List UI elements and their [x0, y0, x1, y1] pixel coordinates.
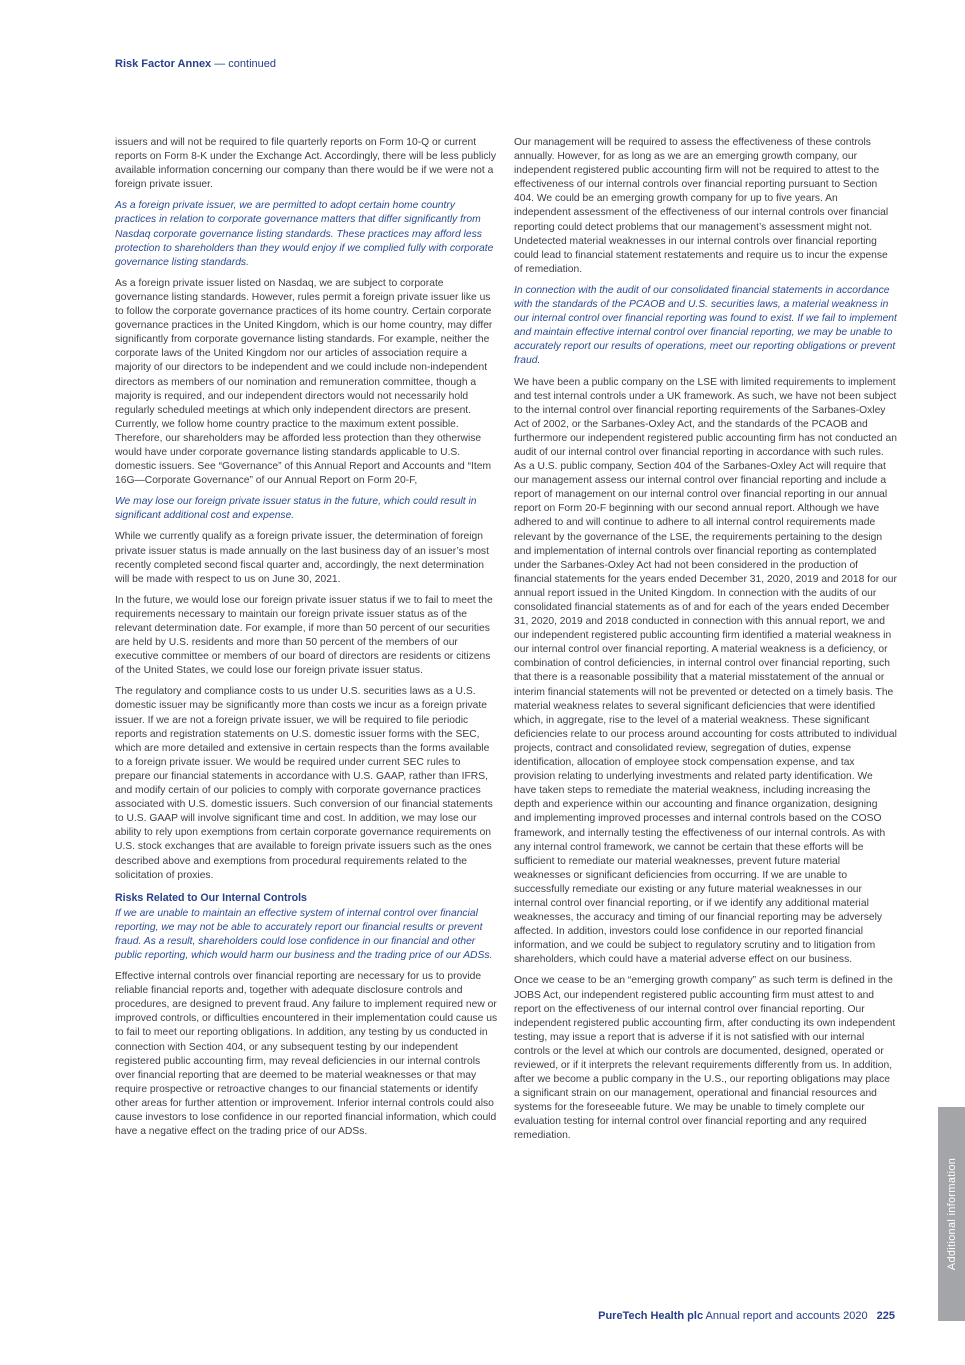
paragraph: Once we cease to be an “emerging growth company” as such term is defined in the JOBS Act, our independent registered public accounting firm must attest to and report on the effectiveness of our internal control over financial reporting. Our independent registered public accounting firm, after conducting its own independent testing, may issue a report that is adverse if it is not satisfied with our internal controls or the level at which our controls are documented, designed, operated or reviewed, or if it interprets the relevant requirements differently from us. In addition, after we become a public company in the U.S., our reporting obligations may place a significant strain on our management, operational and financial resources and systems for the foreseeable future. We may be unable to timely complete our evaluation testing for internal control over financial reporting and any required remediation.: [514, 975, 896, 1142]
company-name: PureTech Health plc: [598, 1310, 704, 1322]
paragraph: We have been a public company on the LSE with limited requirements to implement and test internal controls under a UK framework. As such, we have not been subject to the internal control over financial reporting requirements of the Sarbanes-Oxley Act of 2002, or the Sarbanes-Oxley Act, and the standards of the PCAOB and furthermore our independent registered public accounting firm has not conducted an audit of our internal control over financial reporting in accordance with such rules. As a U.S. public company, Section 404 of the Sarbanes-Oxley Act will require that our management assess our internal control over financial reporting and include a report of management on our internal control over financial reporting in our annual report on Form 20-F beginning with our second annual report. Although we have adhered to and will continue to adhere to all internal control requirements made relevant by the governance of the LSE, the requirements pertaining to the design and implementation of internal controls over financial reporting as contemplated under the Sarbanes-Oxley Act had not been considered in the production of financial statements for the years ended December 31, 2020, 2019 and 2018 for our annual report issued in the United Kingdom. In connection with the audits of our consolidated financial statements as of and for each of the years ended December 31, 2020, 2019 and 2018 conducted in connection with this annual report, we and our independent registered public accounting firm identified a material weakness in our internal control over financial reporting. A material weakness is a deficiency, or combination of control deficiencies, in internal control over financial reporting, such that there is a reasonable possibility that a material misstatement of the annual or interim financial statements will not be prevented or detected on a timely basis. The material weakness relates to several significant deficiencies that were identified which, in aggregate, rise to the level of a material weakness. These significant deficiencies relate to our process around accounting for costs attributed to individual projects, contract and consolidated review, segregation of duties, expense identification, allocation of employee stock compensation expense, and tax provision relating to underlying investments and related party identification. We have taken steps to remediate the material weakness, including increasing the depth and experience within our accounting and finance organization, designing and implementing improved processes and internal controls based on the COSO framework, and internally testing the effectiveness of our internal controls. As with any internal control framework, we cannot be certain that these efforts will be sufficient to remediate our material weaknesses, prevent future material weaknesses or significant deficiencies from occurring. If we are unable to successfully remediate our existing or any future material weaknesses in our internal control over financial reporting, or if we identify any additional material weaknesses, the accuracy and timing of our financial reporting may be adversely affected. In addition, investors could lose confidence in our reported financial information, and we could be subject to regulatory scrutiny and to litigation from shareholders, which could have a material adverse effect on our business.: [514, 376, 897, 966]
page-number: 225: [876, 1310, 895, 1322]
paragraph: In the future, we would lose our foreign private issuer status if we to fail to meet the requirements necessary to maintain our foreign private issuer status as of the relevant determination date. For example, if more than 50 percent of our securities are held by U.S. residents and more than 50 percent of the members of our executive committee or members of our board of directors are residents or citizens of the United States, we could lose our foreign private issuer status.: [115, 594, 493, 677]
report-title: Annual report and accounts 2020: [705, 1310, 868, 1322]
running-header: [115, 57, 276, 71]
left-column: [115, 136, 498, 1146]
side-tab-label: Additional information: [945, 1157, 958, 1271]
continued-label: — continued: [211, 58, 277, 70]
page-footer: [598, 1309, 895, 1323]
section-side-tab: [938, 1107, 965, 1321]
right-column: [514, 136, 897, 1151]
risk-summary: In connection with the audit of our consolidated financial statements in accordance with the standards of the PCAOB and U.S. securities laws, a material weakness in our internal control over financial reporting was found to exist. If we fail to implement and maintain effective internal control over financial reporting, we may be unable to accurately report our results of operations, meet our reporting obligations or prevent fraud.: [514, 284, 897, 367]
paragraph: Effective internal controls over financial reporting are necessary for us to provide reliable financial reports and, together with adequate disclosure controls and procedures, are designed to prevent fraud. Any failure to implement required new or improved controls, or difficulties encountered in their implementation could cause us to fail to meet our reporting obligations. In addition, any testing by us conducted in connection with Section 404, or any subsequent testing by our independent registered public accounting firm, may reveal deficiencies in our internal controls over financial reporting that are deemed to be material weaknesses or that may require prospective or retroactive changes to our financial statements or identify other areas for further attention or improvement. Inferior internal controls could also cause investors to lose confidence in our reported financial information, which could have a negative effect on the trading price of our ADSs.: [115, 971, 498, 1138]
paragraph: issuers and will not be required to file quarterly reports on Form 10-Q or current reports on Form 8-K under the Exchange Act. Accordingly, there will be less publicly available information concerning our company than there would be if we were not a foreign private issuer.: [115, 137, 496, 191]
paragraph: As a foreign private issuer listed on Nasdaq, we are subject to corporate governance listing standards. However, rules permit a foreign private issuer like us to follow the corporate governance practices of its home country. Certain corporate governance practices in the United Kingdom, which is our home country, may differ significantly from corporate governance listing standards. For example, neither the corporate laws of the United Kingdom nor our articles of association require a majority of our directors to be independent and we could include non-independent directors as members of our nomination and remuneration committee, though a majority is required, and our independent directors would not necessarily hold regularly scheduled meetings at which only independent directors are present. Currently, we follow home country practice to the maximum extent possible. Therefore, our shareholders may be afforded less protection than they otherwise would have under corporate governance listing standards applicable to U.S. domestic issuers. See “Governance” of this Annual Report and Accounts and “Item 16G—Corporate Governance” of our Annual Report on Form 20-F,: [115, 277, 493, 487]
paragraph: While we currently qualify as a foreign private issuer, the determination of foreign private issuer status is made annually on the last business day of an issuer’s most recently completed second fiscal quarter and, accordingly, the next determination will be made with respect to us on June 30, 2021.: [115, 531, 489, 585]
section-heading: Risks Related to Our Internal Controls: [115, 891, 307, 904]
risk-summary: As a foreign private issuer, we are permitted to adopt certain home country practices in relation to corporate governance matters that differ significantly from Nasdaq corporate governance listing standards. These practices may afford less protection to shareholders than they would enjoy if we complied fully with corporate governance listing standards.: [115, 200, 494, 268]
risk-summary: We may lose our foreign private issuer status in the future, which could result in significant additional cost and expense.: [115, 496, 477, 522]
paragraph: The regulatory and compliance costs to us under U.S. securities laws as a U.S. domestic issuer may be significantly more than costs we incur as a foreign private issuer. If we are not a foreign private issuer, we will be required to file periodic reports and registration statements on U.S. domestic issuer forms with the SEC, which are more detailed and extensive in certain respects than the forms available to a foreign private issuer. We would be required under current SEC rules to prepare our financial statements in accordance with U.S. GAAP, rather than IFRS, and modify certain of our policies to comply with corporate governance practices associated with U.S. domestic issuers. Such conversion of our financial statements to U.S. GAAP will involve significant time and cost. In addition, we may lose our ability to rely upon exemptions from certain corporate governance requirements on U.S. stock exchanges that are available to foreign private issuers such as the ones described above and exemptions from procedural requirements related to the solicitation of proxies.: [115, 686, 493, 881]
section-title: Risk Factor Annex: [115, 58, 212, 70]
risk-summary: If we are unable to maintain an effective system of internal control over financial reporting, we may not be able to accurately report our financial results or prevent fraud. As a result, shareholders could lose confidence in our financial and other public reporting, which would harm our business and the trading price of our ADSs.: [115, 907, 493, 961]
paragraph: Our management will be required to assess the effectiveness of these controls annually. However, for as long as we are an emerging growth company, our independent registered public accounting firm will not be required to attest to the effectiveness of our internal controls over financial reporting pursuant to Section 404. We could be an emerging growth company for up to five years. An independent assessment of the effectiveness of our internal controls over financial reporting could detect problems that our management’s assessment might not. Undetected material weaknesses in our internal controls over financial reporting could lead to financial statement restatements and require us to incur the expense of remediation.: [514, 137, 889, 275]
